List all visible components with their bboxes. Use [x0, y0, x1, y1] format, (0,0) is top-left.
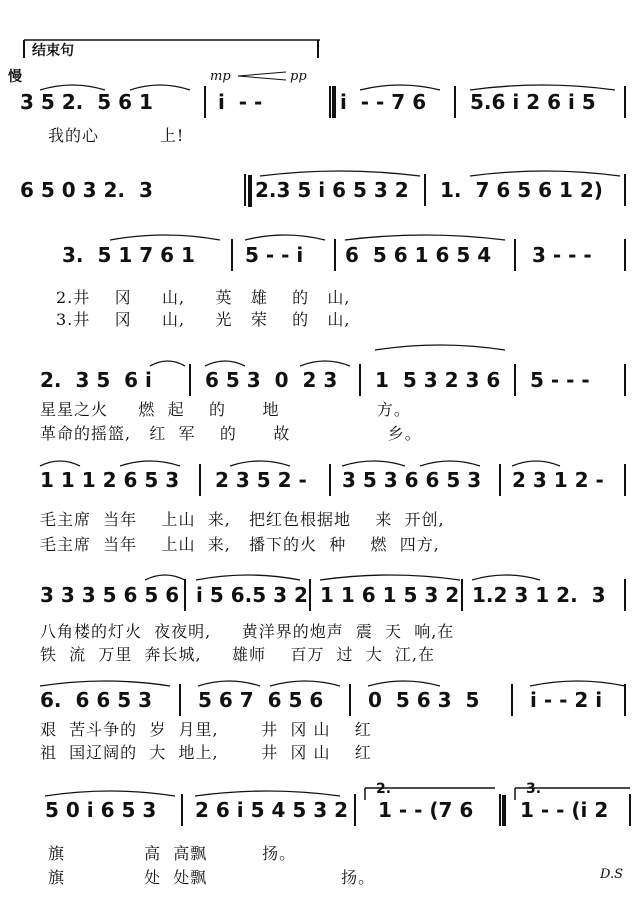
- lyric-line: 旗 高 高飘 扬。: [48, 844, 297, 863]
- hairpin-upper: [238, 72, 286, 76]
- lyric-line: 3.井 冈 山, 光 荣 的 山,: [56, 310, 351, 329]
- slur: [205, 361, 245, 366]
- note-measure: 2.3 5 i 6 5 3 2: [255, 178, 409, 202]
- note-measure: i - -: [218, 90, 263, 114]
- note-measure: 5 - - -: [530, 368, 590, 392]
- note-measure: 6 5 3 0 2 3: [205, 368, 338, 392]
- lyric-line: 艰 苦斗争的 岁 月里, 井 冈 山 红: [40, 720, 372, 739]
- slur: [342, 461, 405, 466]
- lyric-line: 毛主席 当年 上山 来, 把红色根据地 来 开创,: [40, 510, 445, 529]
- slur: [196, 575, 300, 580]
- lyric-line: 星星之火 燃 起 的 地 方。: [40, 400, 411, 419]
- slur: [300, 361, 350, 366]
- slur: [512, 461, 560, 466]
- note-measure: 6 5 6 1 6 5 4: [345, 243, 492, 267]
- slur: [360, 85, 440, 90]
- slur: [198, 681, 260, 686]
- slur: [130, 85, 190, 90]
- hairpin-lower: [238, 76, 286, 80]
- slur: [420, 461, 480, 466]
- volta-label: 2.: [376, 781, 392, 797]
- note-measure: 3. 5 1 7 6 1: [62, 243, 195, 267]
- slur: [195, 791, 340, 796]
- lyric-line: 2.井 冈 山, 英 雄 的 山,: [56, 288, 351, 307]
- slur: [260, 171, 420, 176]
- note-measure: 2. 3 5 6 i: [40, 368, 152, 392]
- note-measure: 5 6 7 6 5 6: [198, 688, 324, 712]
- slur: [145, 575, 185, 580]
- slur: [470, 85, 615, 90]
- note-measure: 3 5 3 6 6 5 3: [342, 468, 482, 492]
- note-measure: 2 3 5 2 -: [215, 468, 307, 492]
- slur: [320, 575, 460, 580]
- note-measure: 1 1 6 1 5 3 2: [320, 583, 460, 607]
- lyric-line: 祖 国辽阔的 大 地上, 井 冈 山 红: [40, 743, 372, 762]
- slur: [120, 461, 180, 466]
- dynamic-start: mp: [210, 69, 231, 84]
- note-measure: i - - 7 6: [340, 90, 427, 114]
- note-measure: 3 5 2. 5 6 1: [20, 90, 153, 114]
- lyric-line: 旗 处 处飘 扬。: [48, 868, 376, 887]
- slur: [368, 681, 440, 686]
- slur: [375, 345, 505, 350]
- note-measure: 5.6 i 2 6 i 5: [470, 90, 596, 114]
- note-measure: 6. 6 6 5 3: [40, 688, 152, 712]
- slur: [110, 235, 220, 240]
- slur: [270, 681, 340, 686]
- slur: [245, 235, 325, 240]
- slur: [45, 791, 175, 796]
- note-measure: 1 - - (i 2: [520, 798, 609, 822]
- slur: [472, 575, 540, 580]
- lyric-line: 我的心 上!: [48, 126, 185, 145]
- lyric-line: 革命的摇篮, 红 军 的 故 乡。: [40, 424, 422, 443]
- volta-label: 3.: [526, 781, 542, 797]
- note-measure: 3 3 3 5 6 5 6: [40, 583, 180, 607]
- tempo-mark: 慢: [8, 69, 22, 85]
- ds-mark: D.S: [600, 867, 623, 882]
- slur: [40, 681, 170, 686]
- slur: [230, 461, 290, 466]
- note-measure: i 5 6.5 3 2: [196, 583, 308, 607]
- note-measure: 2 3 1 2 -: [512, 468, 604, 492]
- dynamic-end: pp: [290, 69, 307, 84]
- note-measure: 1 5 3 2 3 6: [375, 368, 501, 392]
- slur: [40, 85, 105, 90]
- note-measure: 1. 7 6 5 6 1 2): [440, 178, 603, 202]
- note-measure: 1 - - (7 6: [378, 798, 474, 822]
- slur: [530, 681, 625, 686]
- note-measure: 6 5 0 3 2. 3: [20, 178, 153, 202]
- note-measure: 2 6 i 5 4 5 3 2: [195, 798, 349, 822]
- slur: [150, 361, 185, 366]
- note-measure: 1 1 1 2 6 5 3: [40, 468, 180, 492]
- note-measure: 3 - - -: [532, 243, 592, 267]
- slur: [345, 235, 505, 240]
- note-measure: 5 0 i 6 5 3: [45, 798, 157, 822]
- note-measure: 0 5 6 3 5: [368, 688, 480, 712]
- lyric-line: 毛主席 当年 上山 来, 播下的火 种 燃 四方,: [40, 535, 440, 554]
- lyric-line: 铁 流 万里 奔长城, 雄师 百万 过 大 江,在: [40, 645, 435, 664]
- note-measure: 1.2 3 1 2. 3: [472, 583, 606, 607]
- lyric-line: 八角楼的灯火 夜夜明, 黄洋界的炮声 震 天 响,在: [40, 622, 455, 641]
- slur: [470, 171, 620, 176]
- slur: [40, 461, 80, 466]
- note-measure: 5 - - i: [245, 243, 304, 267]
- section-label: 结束句: [32, 43, 74, 59]
- note-measure: i - - 2 i: [530, 688, 603, 712]
